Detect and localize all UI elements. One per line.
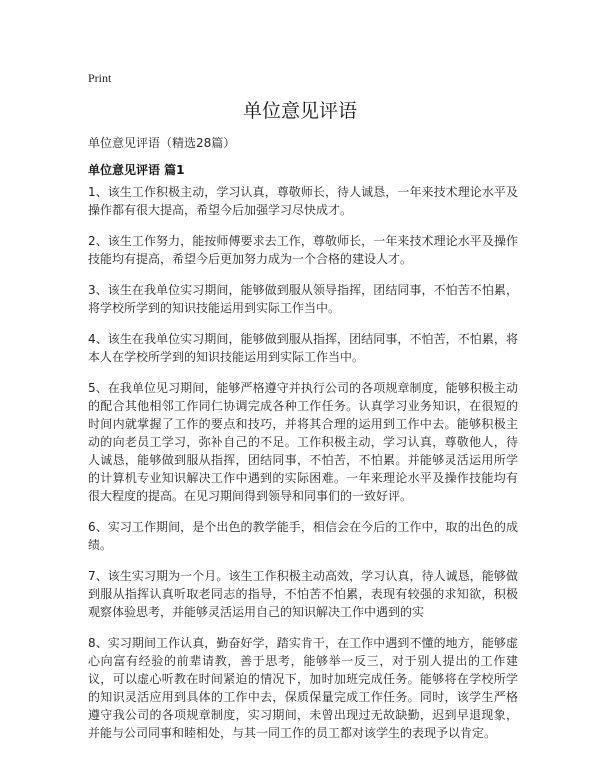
paragraph-3: 3、该生在我单位实习期间，能够做到服从领导指挥，团结同事，不怕苦不怕累，将学校所学到的知识技能运用到实际工作当中。 [88, 283, 518, 315]
page-title: 单位意见评语 [242, 100, 357, 122]
paragraph-8: 8、实习期间工作认真，勤奋好学，踏实肯干，在工作中遇到不懂的地方，能够虚心向富有经验的前辈请教，善于思考，能够举一反三，对于别人提出的工作建议，可以虚心听教在时间紧迫的情况下，加时加班完成任务。能够将在学校所学的知识灵活应用到具体的工作中去，保质保量完成工作任务。同时，该学生严格遵守我公司的各项规章制度，实习期间，未曾出现过无故缺勤，迟到早退现象，并能与公司同事和睦相处，与其一同工作的员工都对该学生的表现予以肯定。 [88, 636, 518, 740]
paragraph-1: 1、该生工作积极主动，学习认真，尊敬师长，待人诚恳，一年来技术理论水平及操作都有很大提高，希望今后加强学习尽快成才。 [88, 185, 518, 217]
paragraph-list [88, 183, 518, 755]
paragraph-7: 7、该生实习期为一个月。该生工作积极主动高效，学习认真，待人诚恳，能够做到服从指挥认真听取老同志的指导，不怕苦不怕累，表现有较强的求知欲，积极观察体验思考，并能够灵活运用自己的知识解决工作中遇到的实 [88, 569, 518, 619]
paragraph-4: 4、该生在我单位实习期间，能够做到服从指挥，团结同事，不怕苦，不怕累，将本人在学校所学到的知识技能运用到实际工作当中。 [88, 332, 518, 364]
print-link[interactable]: Print [88, 71, 112, 85]
paragraph-6: 6、实习工作期间，是个出色的教学能手，相信会在今后的工作中，取的出色的成绩。 [88, 520, 518, 552]
paragraph-5: 5、在我单位见习期间，能够严格遵守并执行公司的各项规章制度，能够积极主动的配合其他相邻工作同仁协调完成各种工作任务。认真学习业务知识，在很短的时间内就掌握了工作的要点和技巧，并将其合理的运用到工作中去。能够积极主动的向老员工学习，弥补自己的不足。工作积极主动，学习认真，尊敬他人，待人诚恳，能够做到服从指挥，团结同事，不怕苦，不怕累。并能够灵活运用所学的计算机专业知识解决工作中遇到的实际困难。一年来理论水平及操作技能均有很大程度的提高。在见习期间得到领导和同事们的一致好评。 [88, 381, 518, 503]
section-heading: 单位意见评语 篇1 [88, 163, 185, 177]
document-subtitle: 单位意见评语（精选28篇） [88, 136, 236, 150]
paragraph-2: 2、该生工作努力，能按师傅要求去工作，尊敬师长，一年来技术理论水平及操作技能均有提高，希望今后更加努力成为一个合格的建设人才。 [88, 234, 518, 266]
